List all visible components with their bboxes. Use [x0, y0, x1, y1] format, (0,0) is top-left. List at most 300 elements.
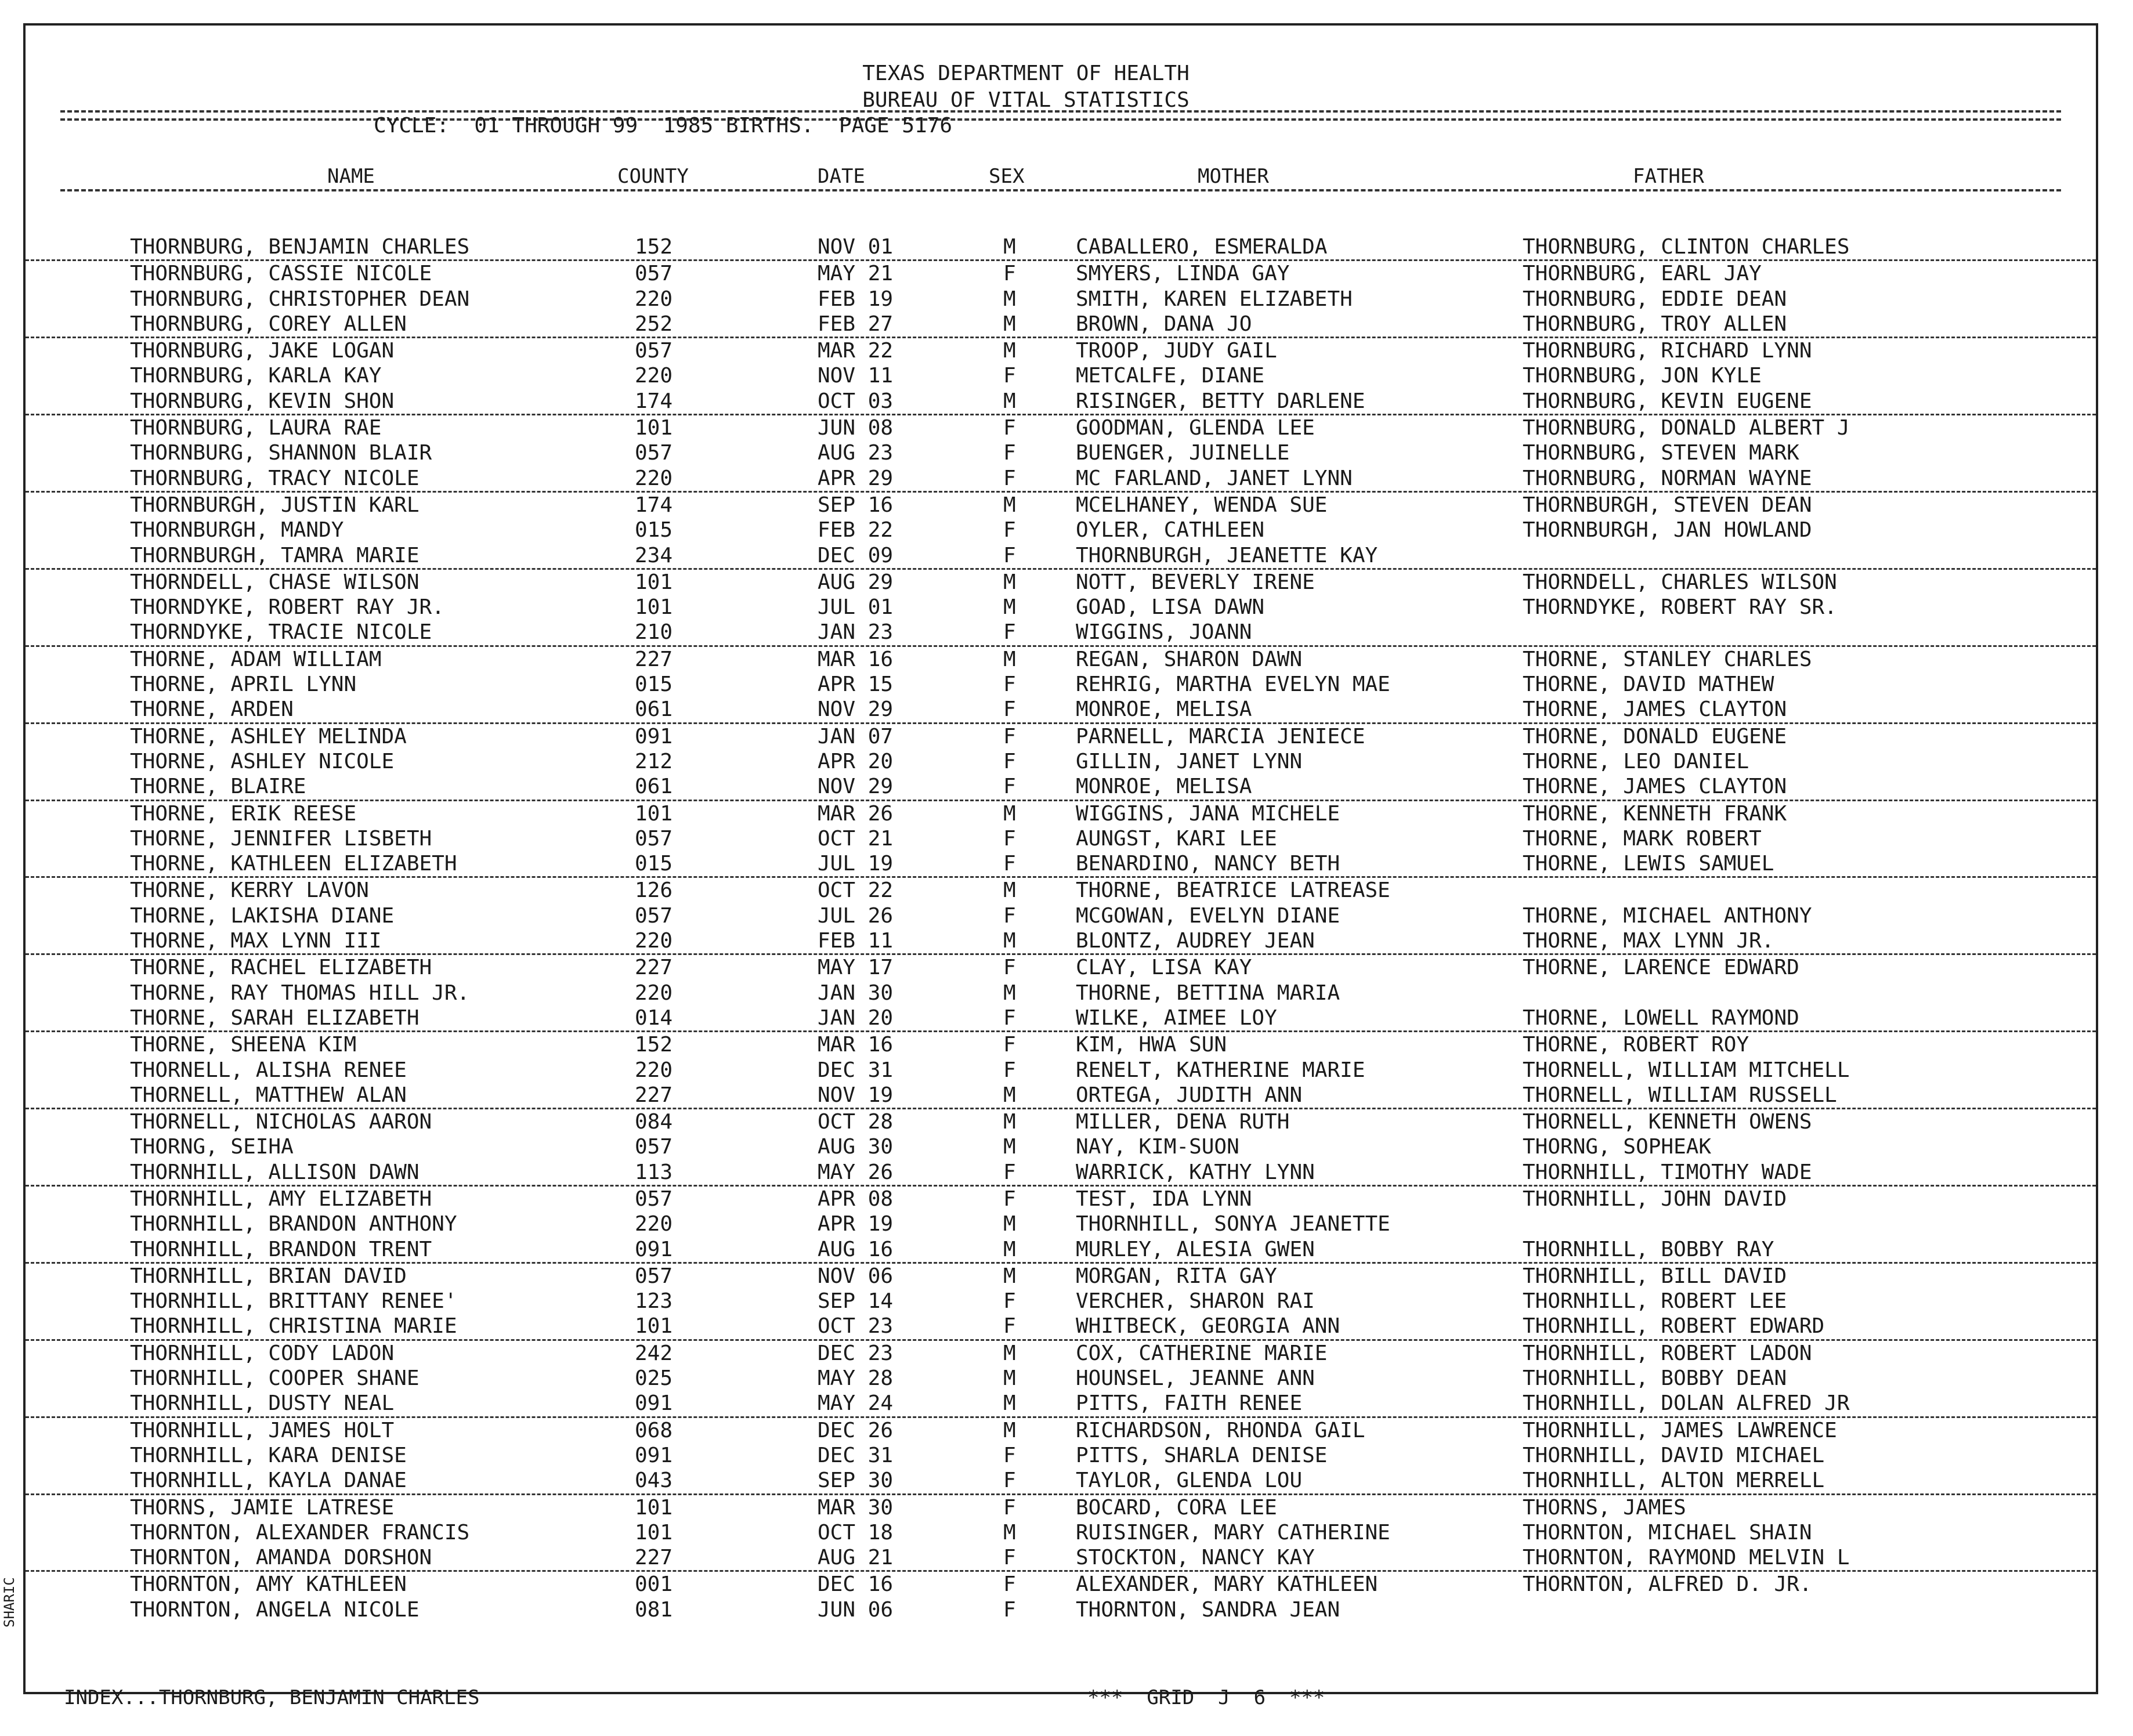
cell-sex: F [1003, 1495, 1016, 1520]
cell-county: 227 [635, 956, 673, 980]
cell-name: THORNE, BLAIRE [130, 775, 306, 799]
cell-mother: THORNBURGH, JEANETTE KAY [1076, 543, 1378, 567]
cell-mother: CABALLERO, ESMERALDA [1076, 235, 1328, 259]
cell-father: THORNE, MAX LYNN JR. [1523, 929, 1774, 953]
cell-mother: THORNHILL, SONYA JEANETTE [1076, 1212, 1390, 1236]
cell-name: THORNTON, AMY KATHLEEN [130, 1572, 407, 1597]
cell-county: 227 [635, 1083, 673, 1107]
cell-sex: M [1003, 1110, 1016, 1134]
cell-mother: MILLER, DENA RUTH [1076, 1110, 1290, 1134]
table-row [26, 493, 2096, 518]
cell-father: THORNE, MICHAEL ANTHONY [1523, 903, 1812, 928]
cell-date: APR 15 [818, 672, 894, 697]
cell-sex: F [1003, 1572, 1016, 1597]
cell-date: MAY 28 [818, 1366, 894, 1391]
cell-sex: F [1003, 262, 1016, 286]
cell-sex: F [1003, 1058, 1016, 1082]
column-header-father: FATHER [1633, 165, 1704, 188]
table-row [26, 1083, 2096, 1109]
cell-mother: RISINGER, BETTY DARLENE [1076, 389, 1365, 413]
cell-father: THORNDYKE, ROBERT RAY SR. [1523, 595, 1837, 620]
table-row [26, 1314, 2096, 1340]
cell-sex: F [1003, 775, 1016, 799]
cycle-line: CYCLE: 01 THROUGH 99 1985 BIRTHS. PAGE 5176 [374, 114, 952, 138]
cell-county: 057 [635, 1264, 673, 1288]
cell-county: 025 [635, 1366, 673, 1391]
table-row [26, 1006, 2096, 1032]
cell-name: THORNBURG, CASSIE NICOLE [130, 262, 432, 286]
cell-county: 091 [635, 1391, 673, 1416]
cell-father: THORNHILL, BILL DAVID [1523, 1264, 1787, 1288]
table-row [26, 620, 2096, 646]
cell-father: THORNBURG, RICHARD LYNN [1523, 339, 1812, 363]
cell-date: AUG 30 [818, 1135, 894, 1159]
cell-date: APR 29 [818, 466, 894, 490]
table-row [26, 1418, 2096, 1443]
cell-county: 091 [635, 724, 673, 748]
cell-name: THORNHILL, COOPER SHANE [130, 1366, 420, 1391]
cell-father: THORNHILL, ROBERT EDWARD [1523, 1314, 1825, 1339]
cell-date: APR 19 [818, 1212, 894, 1236]
cell-date: JUL 26 [818, 903, 894, 928]
cell-date: OCT 18 [818, 1520, 894, 1545]
cell-county: 101 [635, 416, 673, 440]
table-row [26, 363, 2096, 388]
cell-sex: F [1003, 1289, 1016, 1314]
cell-mother: THORNE, BETTINA MARIA [1076, 981, 1340, 1005]
cell-date: JAN 07 [818, 724, 894, 748]
cell-county: 152 [635, 1033, 673, 1057]
cell-sex: F [1003, 620, 1016, 645]
cell-county: 210 [635, 620, 673, 645]
cell-date: AUG 23 [818, 441, 894, 465]
cell-county: 043 [635, 1469, 673, 1493]
cell-sex: F [1003, 1187, 1016, 1211]
cell-sex: F [1003, 1033, 1016, 1057]
cell-county: 014 [635, 1006, 673, 1030]
cell-mother: CLAY, LISA KAY [1076, 956, 1252, 980]
table-row [26, 1264, 2096, 1289]
cell-date: AUG 29 [818, 570, 894, 594]
table-row [26, 1468, 2096, 1495]
cell-mother: WILKE, AIMEE LOY [1076, 1006, 1277, 1030]
table-row [26, 1443, 2096, 1468]
cell-date: NOV 01 [818, 235, 894, 259]
cell-county: 123 [635, 1289, 673, 1314]
table-row [26, 851, 2096, 878]
cell-mother: VERCHER, SHARON RAI [1076, 1289, 1315, 1314]
cell-name: THORNHILL, AMY ELIZABETH [130, 1187, 432, 1211]
cell-date: JAN 30 [818, 981, 894, 1005]
cell-county: 015 [635, 852, 673, 876]
column-header-sex: SEX [989, 165, 1025, 188]
cell-date: JUL 19 [818, 852, 894, 876]
cell-sex: M [1003, 1135, 1016, 1159]
column-header-name: NAME [327, 165, 375, 188]
cell-county: 101 [635, 570, 673, 594]
cell-father: THORNE, KENNETH FRANK [1523, 801, 1787, 826]
cell-father: THORNELL, WILLIAM MITCHELL [1523, 1058, 1850, 1082]
cell-date: DEC 16 [818, 1572, 894, 1597]
cell-name: THORNHILL, BRITTANY RENEE' [130, 1289, 457, 1314]
cell-sex: M [1003, 570, 1016, 594]
cell-county: 101 [635, 1520, 673, 1545]
cell-county: 113 [635, 1160, 673, 1184]
cell-mother: NOTT, BEVERLY IRENE [1076, 570, 1315, 594]
cell-sex: M [1003, 801, 1016, 826]
cell-mother: PARNELL, MARCIA JENIECE [1076, 724, 1365, 748]
table-row [26, 1187, 2096, 1211]
cell-sex: F [1003, 518, 1016, 542]
cell-mother: BROWN, DANA JO [1076, 312, 1252, 336]
cell-father: THORNBURG, DONALD ALBERT J [1523, 416, 1850, 440]
cell-county: 001 [635, 1572, 673, 1597]
table-row [26, 903, 2096, 928]
cell-father: THORNBURG, STEVEN MARK [1523, 441, 1799, 465]
cell-father: THORNHILL, DOLAN ALFRED JR [1523, 1391, 1850, 1416]
cell-sex: M [1003, 929, 1016, 953]
cell-name: THORNBURGH, JUSTIN KARL [130, 493, 420, 517]
cell-county: 084 [635, 1110, 673, 1134]
cell-father: THORNHILL, ROBERT LADON [1523, 1341, 1812, 1365]
cell-date: SEP 30 [818, 1469, 894, 1493]
cell-date: MAY 17 [818, 956, 894, 980]
cell-date: OCT 22 [818, 878, 894, 903]
cell-county: 081 [635, 1597, 673, 1622]
table-row [26, 466, 2096, 493]
cell-county: 220 [635, 287, 673, 311]
table-row [26, 338, 2096, 363]
cell-date: NOV 29 [818, 775, 894, 799]
cell-date: JUN 06 [818, 1597, 894, 1622]
cell-father: THORNTON, MICHAEL SHAIN [1523, 1520, 1812, 1545]
cell-date: JUL 01 [818, 595, 894, 620]
cell-county: 220 [635, 1212, 673, 1236]
cell-sex: F [1003, 1597, 1016, 1622]
cell-sex: F [1003, 697, 1016, 722]
cell-mother: BLONTZ, AUDREY JEAN [1076, 929, 1315, 953]
table-row [26, 543, 2096, 570]
cell-sex: M [1003, 981, 1016, 1005]
column-header-date: DATE [818, 165, 865, 188]
cell-date: MAR 22 [818, 339, 894, 363]
cell-mother: NAY, KIM-SUON [1076, 1135, 1239, 1159]
table-row [26, 415, 2096, 440]
cell-sex: F [1003, 903, 1016, 928]
table-row [26, 1520, 2096, 1545]
cell-county: 068 [635, 1418, 673, 1442]
cell-mother: WIGGINS, JOANN [1076, 620, 1252, 645]
cell-mother: WHITBECK, GEORGIA ANN [1076, 1314, 1340, 1339]
cell-mother: COX, CATHERINE MARIE [1076, 1341, 1328, 1365]
cell-date: JAN 20 [818, 1006, 894, 1030]
cell-sex: F [1003, 1160, 1016, 1184]
table-row [26, 1545, 2096, 1572]
index-footer: INDEX...THORNBURG, BENJAMIN CHARLES [64, 1686, 480, 1709]
cell-county: 101 [635, 801, 673, 826]
cell-father: THORNELL, WILLIAM RUSSELL [1523, 1083, 1837, 1107]
cell-mother: THORNTON, SANDRA JEAN [1076, 1597, 1340, 1622]
table-row [26, 1366, 2096, 1391]
cell-name: THORNTON, ALEXANDER FRANCIS [130, 1520, 470, 1545]
cell-county: 220 [635, 929, 673, 953]
cell-date: MAY 21 [818, 262, 894, 286]
cell-name: THORNE, SARAH ELIZABETH [130, 1006, 420, 1030]
cell-mother: WARRICK, KATHY LYNN [1076, 1160, 1315, 1184]
cell-mother: METCALFE, DIANE [1076, 364, 1265, 388]
cell-name: THORNTON, AMANDA DORSHON [130, 1546, 432, 1570]
cell-name: THORNBURG, TRACY NICOLE [130, 466, 420, 490]
table-row [26, 312, 2096, 338]
cell-mother: TAYLOR, GLENDA LOU [1076, 1469, 1303, 1493]
table-row [26, 647, 2096, 672]
cell-date: NOV 06 [818, 1264, 894, 1288]
cell-date: AUG 21 [818, 1546, 894, 1570]
cell-sex: F [1003, 466, 1016, 490]
cell-sex: F [1003, 956, 1016, 980]
table-row [26, 570, 2096, 595]
cell-name: THORNHILL, DUSTY NEAL [130, 1391, 395, 1416]
cell-county: 101 [635, 1314, 673, 1339]
cell-name: THORNG, SEIHA [130, 1135, 294, 1159]
cell-sex: F [1003, 441, 1016, 465]
cell-mother: ORTEGA, JUDITH ANN [1076, 1083, 1303, 1107]
cell-county: 091 [635, 1443, 673, 1467]
cell-sex: M [1003, 312, 1016, 336]
cell-name: THORNHILL, BRANDON TRENT [130, 1237, 432, 1261]
cell-county: 227 [635, 1546, 673, 1570]
cell-name: THORNE, APRIL LYNN [130, 672, 357, 697]
cell-name: THORNHILL, KAYLA DANAE [130, 1469, 407, 1493]
table-row [26, 928, 2096, 955]
table-row [26, 1058, 2096, 1083]
cell-date: OCT 28 [818, 1110, 894, 1134]
cell-mother: BOCARD, CORA LEE [1076, 1495, 1277, 1520]
cell-father: THORNE, MARK ROBERT [1523, 826, 1762, 851]
divider [60, 189, 2061, 191]
cell-mother: AUNGST, KARI LEE [1076, 826, 1277, 851]
cell-name: THORNTON, ANGELA NICOLE [130, 1597, 420, 1622]
cell-father: THORNE, JAMES CLAYTON [1523, 775, 1787, 799]
cell-name: THORNE, SHEENA KIM [130, 1033, 357, 1057]
cell-county: 057 [635, 903, 673, 928]
cell-name: THORNE, JENNIFER LISBETH [130, 826, 432, 851]
cell-sex: M [1003, 1341, 1016, 1365]
divider [60, 118, 2061, 121]
cell-date: APR 08 [818, 1187, 894, 1211]
cell-father: THORNHILL, BOBBY DEAN [1523, 1366, 1787, 1391]
cell-mother: PITTS, SHARLA DENISE [1076, 1443, 1328, 1467]
cell-sex: M [1003, 1418, 1016, 1442]
table-row [26, 595, 2096, 620]
cell-sex: M [1003, 1212, 1016, 1236]
cell-name: THORNE, LAKISHA DIANE [130, 903, 395, 928]
cell-mother: KIM, HWA SUN [1076, 1033, 1227, 1057]
cell-father: THORNHILL, ALTON MERRELL [1523, 1469, 1825, 1493]
cell-sex: F [1003, 1469, 1016, 1493]
cell-name: THORNE, KATHLEEN ELIZABETH [130, 852, 457, 876]
cell-date: JAN 23 [818, 620, 894, 645]
cell-mother: GOAD, LISA DAWN [1076, 595, 1265, 620]
table-row [26, 749, 2096, 774]
table-row [26, 1160, 2096, 1187]
table-row [26, 878, 2096, 903]
cell-county: 061 [635, 697, 673, 722]
cell-county: 227 [635, 647, 673, 671]
cell-father: THORNHILL, BOBBY RAY [1523, 1237, 1774, 1261]
cell-name: THORNDYKE, ROBERT RAY JR. [130, 595, 444, 620]
cell-name: THORNE, KERRY LAVON [130, 878, 369, 903]
cell-county: 015 [635, 518, 673, 542]
cell-mother: SMYERS, LINDA GAY [1076, 262, 1290, 286]
cell-date: JUN 08 [818, 416, 894, 440]
agency-title: TEXAS DEPARTMENT OF HEALTH [862, 62, 1190, 85]
cell-date: OCT 23 [818, 1314, 894, 1339]
cell-sex: F [1003, 852, 1016, 876]
table-row [26, 440, 2096, 465]
cell-county: 101 [635, 1495, 673, 1520]
cell-date: FEB 19 [818, 287, 894, 311]
cell-name: THORNBURGH, TAMRA MARIE [130, 543, 420, 567]
table-row [26, 234, 2096, 261]
cell-name: THORNELL, NICHOLAS AARON [130, 1110, 432, 1134]
table-row [26, 801, 2096, 826]
cell-mother: TEST, IDA LYNN [1076, 1187, 1252, 1211]
cell-mother: STOCKTON, NANCY KAY [1076, 1546, 1315, 1570]
cell-sex: F [1003, 543, 1016, 567]
cell-name: THORNBURG, LAURA RAE [130, 416, 382, 440]
table-row [26, 724, 2096, 749]
cell-mother: TROOP, JUDY GAIL [1076, 339, 1277, 363]
table-row [26, 1134, 2096, 1159]
cell-father: THORNHILL, JOHN DAVID [1523, 1187, 1787, 1211]
cell-mother: RICHARDSON, RHONDA GAIL [1076, 1418, 1365, 1442]
cell-mother: HOUNSEL, JEANNE ANN [1076, 1366, 1315, 1391]
cell-name: THORNBURG, COREY ALLEN [130, 312, 407, 336]
cell-sex: M [1003, 647, 1016, 671]
cell-father: THORNE, ROBERT ROY [1523, 1033, 1749, 1057]
cell-father: THORNBURG, JON KYLE [1523, 364, 1762, 388]
cell-father: THORNBURGH, JAN HOWLAND [1523, 518, 1812, 542]
table-row [26, 1341, 2096, 1366]
cell-sex: F [1003, 1546, 1016, 1570]
cell-father: THORNHILL, DAVID MICHAEL [1523, 1443, 1825, 1467]
cell-sex: F [1003, 826, 1016, 851]
cell-sex: M [1003, 235, 1016, 259]
cell-date: FEB 22 [818, 518, 894, 542]
cell-father: THORNE, JAMES CLAYTON [1523, 697, 1787, 722]
cell-mother: MORGAN, RITA GAY [1076, 1264, 1277, 1288]
cell-father: THORNBURG, EARL JAY [1523, 262, 1762, 286]
cell-mother: SMITH, KAREN ELIZABETH [1076, 287, 1353, 311]
cell-sex: F [1003, 1006, 1016, 1030]
cell-name: THORNBURG, JAKE LOGAN [130, 339, 395, 363]
cell-father: THORNBURG, TROY ALLEN [1523, 312, 1787, 336]
cell-county: 234 [635, 543, 673, 567]
column-header-mother: MOTHER [1198, 165, 1269, 188]
cell-mother: RENELT, KATHERINE MARIE [1076, 1058, 1365, 1082]
cell-date: DEC 23 [818, 1341, 894, 1365]
cell-mother: GOODMAN, GLENDA LEE [1076, 416, 1315, 440]
cell-county: 057 [635, 1187, 673, 1211]
cell-name: THORNHILL, KARA DENISE [130, 1443, 407, 1467]
cell-sex: M [1003, 1083, 1016, 1107]
cell-father: THORNE, LARENCE EDWARD [1523, 956, 1799, 980]
document-frame [23, 23, 2098, 1709]
table-row [26, 774, 2096, 801]
cell-father: THORNHILL, TIMOTHY WADE [1523, 1160, 1812, 1184]
cell-mother: MCELHANEY, WENDA SUE [1076, 493, 1328, 517]
grid-footer: *** GRID J 6 *** [1087, 1686, 1325, 1709]
cell-mother: THORNE, BEATRICE LATREASE [1076, 878, 1390, 903]
cell-mother: MC FARLAND, JANET LYNN [1076, 466, 1353, 490]
table-row [26, 981, 2096, 1006]
cell-mother: REGAN, SHARON DAWN [1076, 647, 1303, 671]
cell-county: 057 [635, 339, 673, 363]
cell-name: THORNHILL, BRIAN DAVID [130, 1264, 407, 1288]
cell-county: 220 [635, 466, 673, 490]
cell-date: MAR 26 [818, 801, 894, 826]
cell-date: DEC 31 [818, 1058, 894, 1082]
cell-sex: M [1003, 1366, 1016, 1391]
cell-name: THORNHILL, ALLISON DAWN [130, 1160, 420, 1184]
cell-mother: MCGOWAN, EVELYN DIANE [1076, 903, 1340, 928]
cell-father: THORNE, STANLEY CHARLES [1523, 647, 1812, 671]
cell-date: OCT 03 [818, 389, 894, 413]
cell-sex: M [1003, 339, 1016, 363]
cell-name: THORNE, RAY THOMAS HILL JR. [130, 981, 470, 1005]
cell-mother: MURLEY, ALESIA GWEN [1076, 1237, 1315, 1261]
cell-father: THORNG, SOPHEAK [1523, 1135, 1712, 1159]
cell-mother: BENARDINO, NANCY BETH [1076, 852, 1340, 876]
table-row [26, 672, 2096, 697]
cell-county: 057 [635, 826, 673, 851]
cell-name: THORNHILL, CODY LADON [130, 1341, 395, 1365]
cell-sex: M [1003, 389, 1016, 413]
cell-county: 220 [635, 981, 673, 1005]
cell-father: THORNE, DONALD EUGENE [1523, 724, 1787, 748]
cell-name: THORNE, ADAM WILLIAM [130, 647, 382, 671]
cell-county: 220 [635, 1058, 673, 1082]
cell-date: MAY 26 [818, 1160, 894, 1184]
cell-date: FEB 11 [818, 929, 894, 953]
table-row [26, 287, 2096, 312]
cell-name: THORNELL, MATTHEW ALAN [130, 1083, 407, 1107]
cell-name: THORNHILL, JAMES HOLT [130, 1418, 395, 1442]
cell-mother: PITTS, FAITH RENEE [1076, 1391, 1303, 1416]
cell-sex: F [1003, 1314, 1016, 1339]
cell-date: MAR 16 [818, 647, 894, 671]
cell-name: THORNE, MAX LYNN III [130, 929, 382, 953]
cell-mother: BUENGER, JUINELLE [1076, 441, 1290, 465]
cell-date: NOV 19 [818, 1083, 894, 1107]
cell-date: MAR 16 [818, 1033, 894, 1057]
cell-county: 101 [635, 595, 673, 620]
table-row [26, 1391, 2096, 1417]
cell-father: THORNELL, KENNETH OWENS [1523, 1110, 1812, 1134]
cell-county: 220 [635, 364, 673, 388]
cell-county: 015 [635, 672, 673, 697]
cell-sex: M [1003, 595, 1016, 620]
cell-name: THORNELL, ALISHA RENEE [130, 1058, 407, 1082]
cell-date: MAY 24 [818, 1391, 894, 1416]
cell-mother: GILLIN, JANET LYNN [1076, 749, 1303, 773]
table-row [26, 518, 2096, 542]
cell-father: THORNTON, ALFRED D. JR. [1523, 1572, 1812, 1597]
table-row [26, 1237, 2096, 1264]
table-row [26, 1495, 2096, 1520]
cell-father: THORNDELL, CHARLES WILSON [1523, 570, 1837, 594]
